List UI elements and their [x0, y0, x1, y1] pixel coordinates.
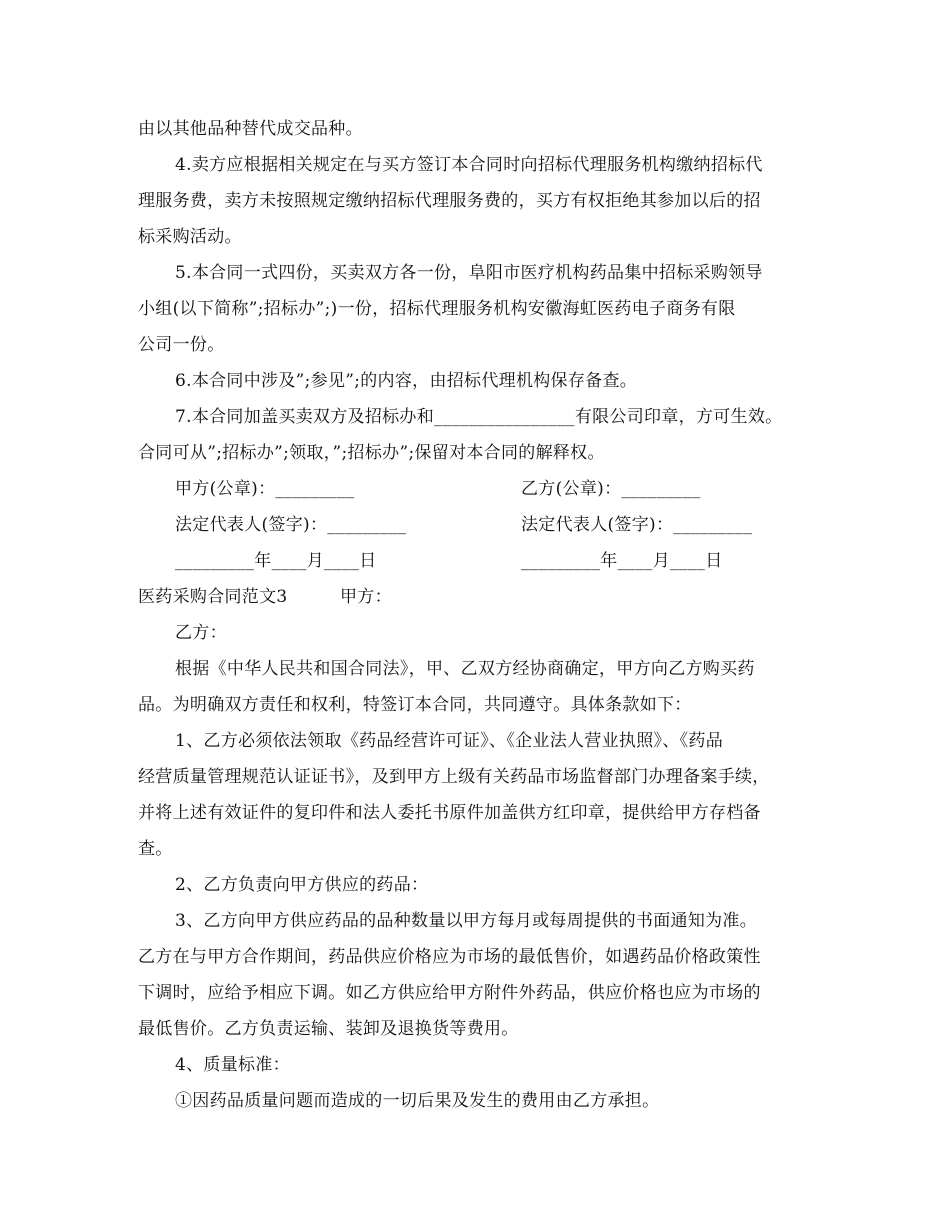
text-line: 1、乙方必须依法领取《药品经营许可证》、《企业法人营业执照》、《药品 — [175, 731, 724, 751]
text-line: 2、乙方负责向甲方供应的药品： — [175, 875, 429, 895]
party-a-seal: 甲方(公章)：_________ — [175, 479, 355, 499]
text-line: 3、乙方向甲方供应药品的品种数量以甲方每月或每周提供的书面通知为准。 — [175, 911, 758, 931]
text-line: 下调时，应给予相应下调。如乙方供应给甲方附件外药品，供应价格也应为市场的 — [138, 983, 761, 1003]
party-b-date: _________年____月____日 — [521, 551, 723, 571]
text-line: 4.卖方应根据相关规定在与买方签订本合同时向招标代理服务机构缴纳招标代 — [175, 155, 763, 175]
section-party-a: 甲方： — [340, 587, 392, 607]
party-b-seal: 乙方(公章)：_________ — [521, 479, 701, 499]
text-line: 标采购活动。 — [138, 227, 242, 247]
text-line: 6.本合同中涉及”;参见”;的内容，由招标代理机构保存备查。 — [175, 371, 638, 391]
text-line: 并将上述有效证件的复印件和法人委托书原件加盖供方红印章，提供给甲方存档备 — [138, 803, 761, 823]
text-line: 理服务费，卖方未按照规定缴纳招标代理服务费的，买方有权拒绝其参加以后的招 — [138, 191, 761, 211]
text-line: 根据《中华人民共和国合同法》，甲、乙双方经协商确定，甲方向乙方购买药 — [175, 659, 755, 679]
text-line: 乙方在与甲方合作期间，药品供应价格应为市场的最低售价，如遇药品价格政策性 — [138, 947, 761, 967]
text-line: ①因药品质量问题而造成的一切后果及发生的费用由乙方承担。 — [175, 1091, 660, 1111]
party-a-representative: 法定代表人(签字)：_________ — [175, 515, 407, 535]
text-line: 7.本合同加盖买卖双方及招标办和________________有限公司印章，方可生效。 — [175, 407, 783, 427]
text-line: 合同可从”;招标办”;领取，”;招标办”;保留对本合同的解释权。 — [138, 443, 605, 463]
text-line: 由以其他品种替代成交品种。 — [138, 119, 363, 139]
party-a-date: _________年____月____日 — [175, 551, 377, 571]
section-party-b: 乙方： — [175, 623, 227, 643]
party-b-representative: 法定代表人(签字)：_________ — [521, 515, 753, 535]
text-line: 4、质量标准： — [175, 1055, 290, 1075]
text-line: 经营质量管理规范认证证书》，及到甲方上级有关药品市场监督部门办理备案手续， — [138, 767, 770, 787]
text-line: 查。 — [138, 839, 173, 859]
text-line: 小组(以下简称”;招标办”;)一份，招标代理服务机构安徽海虹医药电子商务有限 — [138, 299, 736, 319]
text-line: 最低售价。乙方负责运输、装卸及退换货等费用。 — [138, 1019, 519, 1039]
text-line: 5.本合同一式四份，买卖双方各一份，阜阳市医疗机构药品集中招标采购领导 — [175, 263, 763, 283]
text-line: 品。为明确双方责任和权利，特签订本合同，共同遵守。具体条款如下： — [138, 695, 692, 715]
section-title: 医药采购合同范文3 — [138, 587, 288, 607]
text-line: 公司一份。 — [138, 335, 225, 355]
